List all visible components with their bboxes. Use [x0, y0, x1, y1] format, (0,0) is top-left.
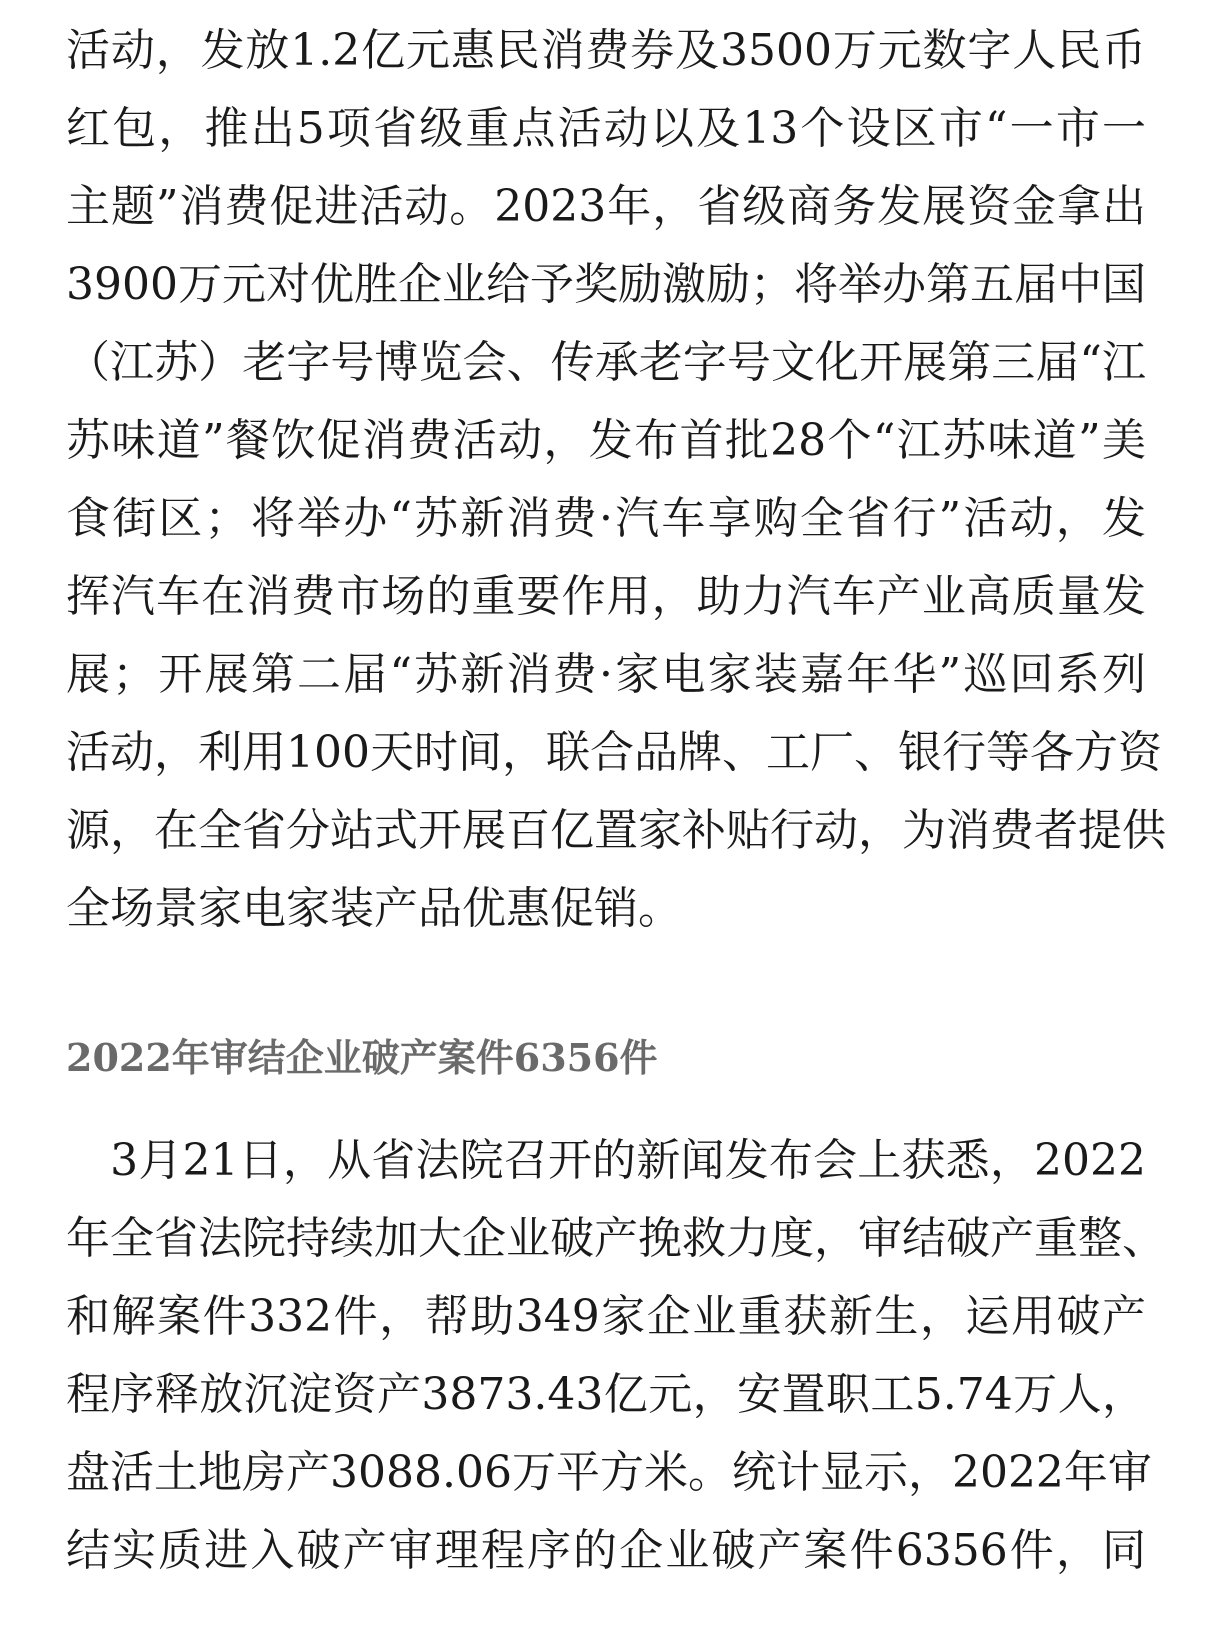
text-line: 挥汽车在消费市场的重要作用，助力汽车产业高质量发 [66, 571, 1146, 622]
text-line: 苏味道”餐饮促消费活动，发布首批28个“江苏味道”美 [66, 415, 1146, 466]
paragraph-consumption [66, 12, 1166, 948]
text-line: 活动，发放1.2亿元惠民消费券及3500万元数字人民币 [66, 25, 1146, 76]
section-spacer [66, 948, 1146, 1018]
text-line: 全场景家电家装产品优惠促销。 [66, 883, 682, 934]
paragraph-bankruptcy [66, 1122, 1166, 1590]
text-line: （江苏）老字号博览会、传承老字号文化开展第三届“江 [66, 337, 1146, 388]
section-heading: 2022年审结企业破产案件6356件 [66, 1035, 658, 1080]
text-line: 3月21日，从省法院召开的新闻发布会上获悉，2022 [66, 1135, 1146, 1186]
text-line: 食街区；将举办“苏新消费·汽车享购全省行”活动，发 [66, 493, 1146, 544]
text-line: 程序释放沉淀资产3873.43亿元，安置职工5.74万人， [66, 1369, 1146, 1420]
text-line: 源，在全省分站式开展百亿置家补贴行动，为消费者提供 [66, 805, 1166, 856]
text-line: 3900万元对优胜企业给予奖励激励；将举办第五届中国 [66, 259, 1146, 310]
text-line: 展；开展第二届“苏新消费·家电家装嘉年华”巡回系列 [66, 649, 1146, 700]
text-line: 和解案件332件，帮助349家企业重获新生，运用破产 [66, 1291, 1146, 1342]
text-line: 年全省法院持续加大企业破产挽救力度，审结破产重整、 [66, 1213, 1166, 1264]
heading-spacer [66, 1098, 1146, 1122]
text-line: 结实质进入破产审理程序的企业破产案件6356件，同 [66, 1525, 1146, 1576]
text-line: 红包，推出5项省级重点活动以及13个设区市“一市一 [66, 103, 1146, 154]
document-page [66, 12, 1166, 1590]
text-line: 活动，利用100天时间，联合品牌、工厂、银行等各方资 [66, 727, 1162, 778]
text-line: 主题”消费促进活动。2023年，省级商务发展资金拿出 [66, 181, 1146, 232]
text-line: 盘活土地房产3088.06万平方米。统计显示，2022年审 [66, 1447, 1152, 1498]
